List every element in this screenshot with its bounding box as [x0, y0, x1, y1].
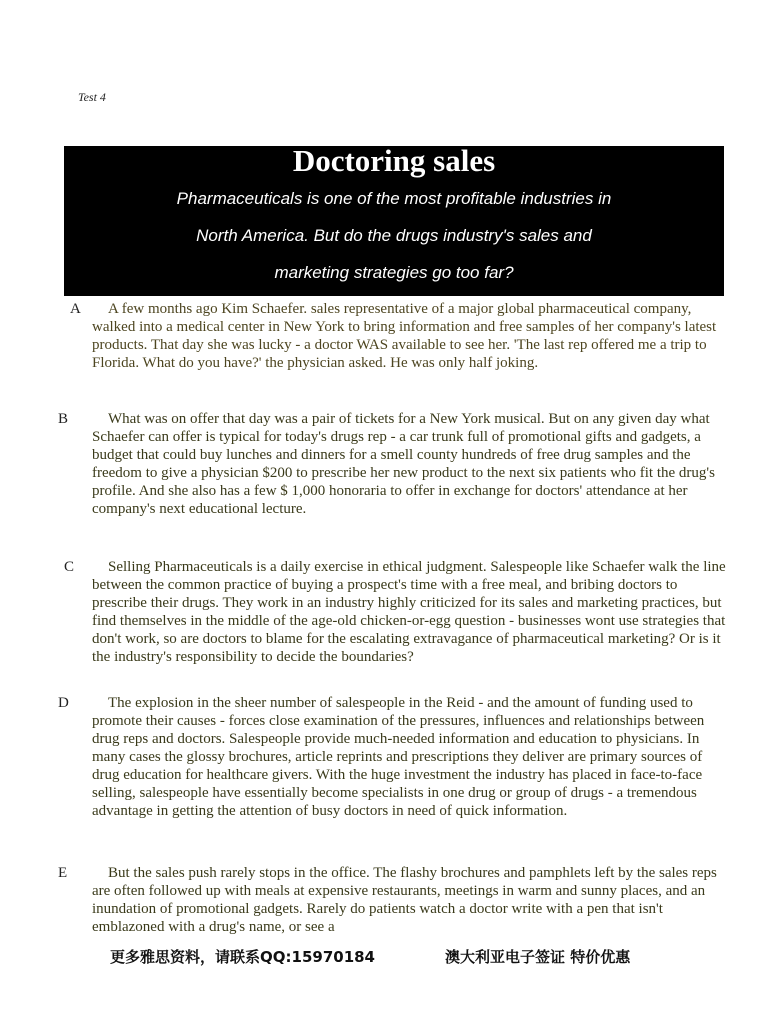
paragraph-a — [58, 300, 728, 372]
paragraph-d — [58, 694, 728, 820]
paragraph-c — [58, 558, 728, 666]
paragraph-letter: E — [58, 865, 68, 881]
paragraph-letter: C — [64, 559, 75, 575]
paragraph-letter: A — [70, 301, 81, 317]
paragraph-text: But the sales push rarely stops in the office. The flashy brochures and pamphlets left by the sales reps are often followed up with meals at expensive restaurants, meetings in warm and sunny places, and an inundation of promotional gadgets. Rarely do patients watch a doctor write with a pen that isn't emblazoned with a drug's name, or see a — [92, 865, 717, 935]
footer-promo: 澳大利亚电子签证 特价优惠 — [445, 948, 631, 966]
paragraph-letter: D — [58, 695, 69, 711]
article-header — [64, 143, 724, 296]
subtitle-line-2: North America. But do the drugs industry's sales and — [196, 226, 592, 245]
subtitle-line-3: marketing strategies go too far? — [274, 263, 514, 282]
paragraph-text: What was on offer that day was a pair of tickets for a New York musical. But on any given day what Schaefer can offer is typical for today's drugs rep - a car trunk full of promotional gifts and gadgets, a budget that could buy lunches and dinners for a smell county hundreds of free drug samples and the freedom to give a physician $200 to prescribe her new product to the next six patients who fit the drug's profile. And she also has a few $ 1,000 honoraria to offer in exchange for doctors' attendance at her company's next educational lecture. — [92, 411, 715, 517]
subtitle-line-1: Pharmaceuticals is one of the most profitable industries in — [176, 189, 612, 208]
paragraph-letter: B — [58, 411, 69, 427]
article-subtitle — [64, 180, 724, 291]
paragraph-b — [58, 410, 728, 518]
test-label: Test 4 — [78, 90, 106, 104]
article-title: Doctoring sales — [292, 143, 496, 178]
paragraph-text: The explosion in the sheer number of salespeople in the Reid - and the amount of funding used to promote their causes - forces close examination of the pressures, influences and relationships between drug reps and doctors. Salespeople provide much-needed information and education to physicians. In many cases the glossy brochures, article reprints and prescriptions they deliver are primary sources of drug education for healthcare givers. With the huge investment the industry has placed in face-to-face selling, salespeople have essentially become specialists in one drug or group of drugs - a tremendous advantage in getting the attention of busy doctors in need of quick information. — [92, 695, 705, 819]
footer-contact: 更多雅思资料，请联系QQ:15970184 — [110, 948, 375, 966]
paragraph-e — [58, 864, 728, 936]
paragraph-text: Selling Pharmaceuticals is a daily exercise in ethical judgment. Salespeople like Schaefer walk the line between the common practice of buying a prospect's time with a free meal, and bribing doctors to prescribe their drugs. They work in an industry highly criticized for its sales and marketing practices, but find themselves in the middle of the age-old chicken-or-egg question - businesses wont use strategies that don't work, so are doctors to blame for the escalating extravagance of pharmaceutical marketing? Or is it the industry's responsibility to decide the boundaries? — [92, 559, 726, 665]
paragraph-text: A few months ago Kim Schaefer. sales representative of a major global pharmaceutical company, walked into a medical center in New York to bring information and free samples of her company's latest products. That day she was lucky - a doctor WAS available to see her. 'The last rep offered me a trip to Florida. What do you have?' the physician asked. He was only half joking. — [92, 301, 717, 371]
